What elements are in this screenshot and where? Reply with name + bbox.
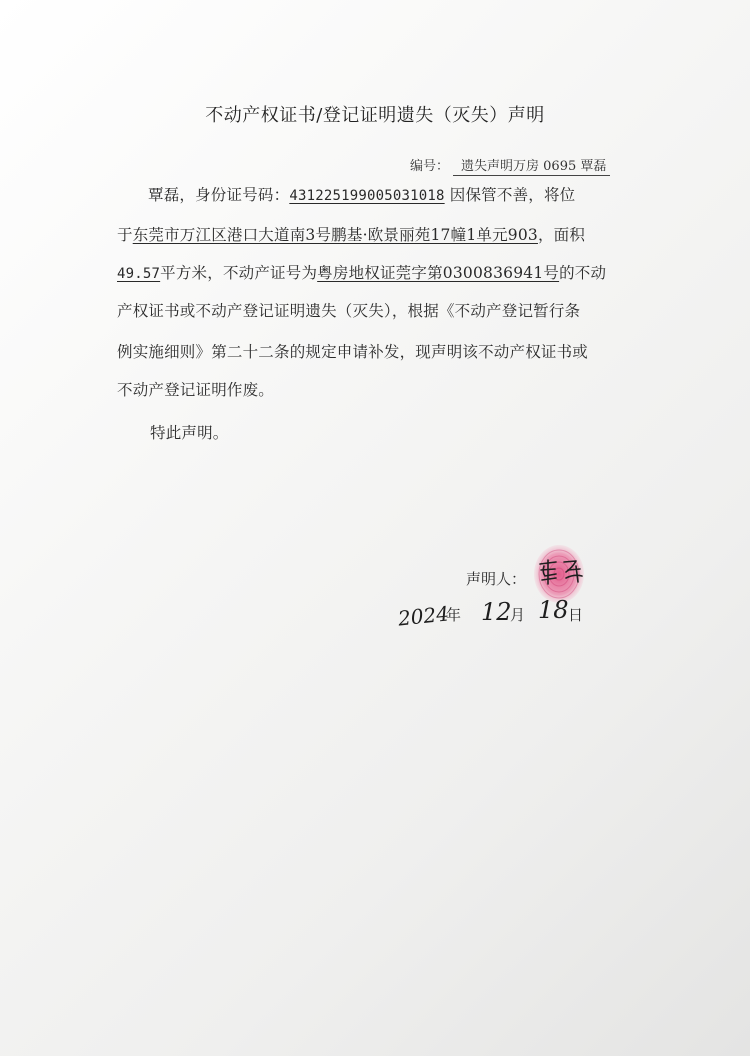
signature-date [398,598,598,638]
body-line-5: 例实施细则》第二十二条的规定申请补发，现声明该不动产权证书或 [117,343,589,361]
date-day: 18 [538,596,569,624]
body-line-4: 产权证书或不动产登记证明遗失（灭失），根据《不动产登记暂行条 [117,302,581,320]
date-day-unit: 日 [568,606,584,624]
date-month: 12 [481,598,512,626]
body-line-3-tail: 的不动 [559,264,607,282]
body-line-3 [117,261,606,283]
id-number: 431225199005031018 [289,188,445,204]
date-month-unit: 月 [510,606,526,624]
applicant-name: 覃磊，身份证号码： [148,186,290,204]
body-line-6: 不动产登记证明作废。 [117,381,275,399]
closing-statement: 特此声明。 [150,424,229,442]
declarant-label: 声明人： [466,570,527,588]
date-year: 2024 [396,601,451,631]
body-line-2-head: 于 [117,226,133,244]
property-address: 东莞市万江区港口大道南3号鹏基·欧景丽苑17幢1单元903 [132,226,538,244]
certificate-number: 粤房地权证莞字第0300836941号 [317,264,560,282]
property-area: 49.57 [117,266,161,282]
date-year-unit: 年 [446,606,462,624]
body-line-1 [148,183,575,205]
body-line-2 [117,223,585,245]
body-line-3-mid: 平方米，不动产证号为 [160,264,318,282]
body-line-2-tail: ，面积 [537,226,586,244]
number-label: 编号： [410,159,450,174]
body-line-1-tail: 因保管不善，将位 [449,186,576,204]
handwritten-signature [536,556,588,586]
document-title: 不动产权证书/登记证明遗失（灭失）声明 [205,105,545,126]
number-value: 遗失声明万房 0695 覃磊 [453,155,610,176]
document-number [410,155,610,176]
